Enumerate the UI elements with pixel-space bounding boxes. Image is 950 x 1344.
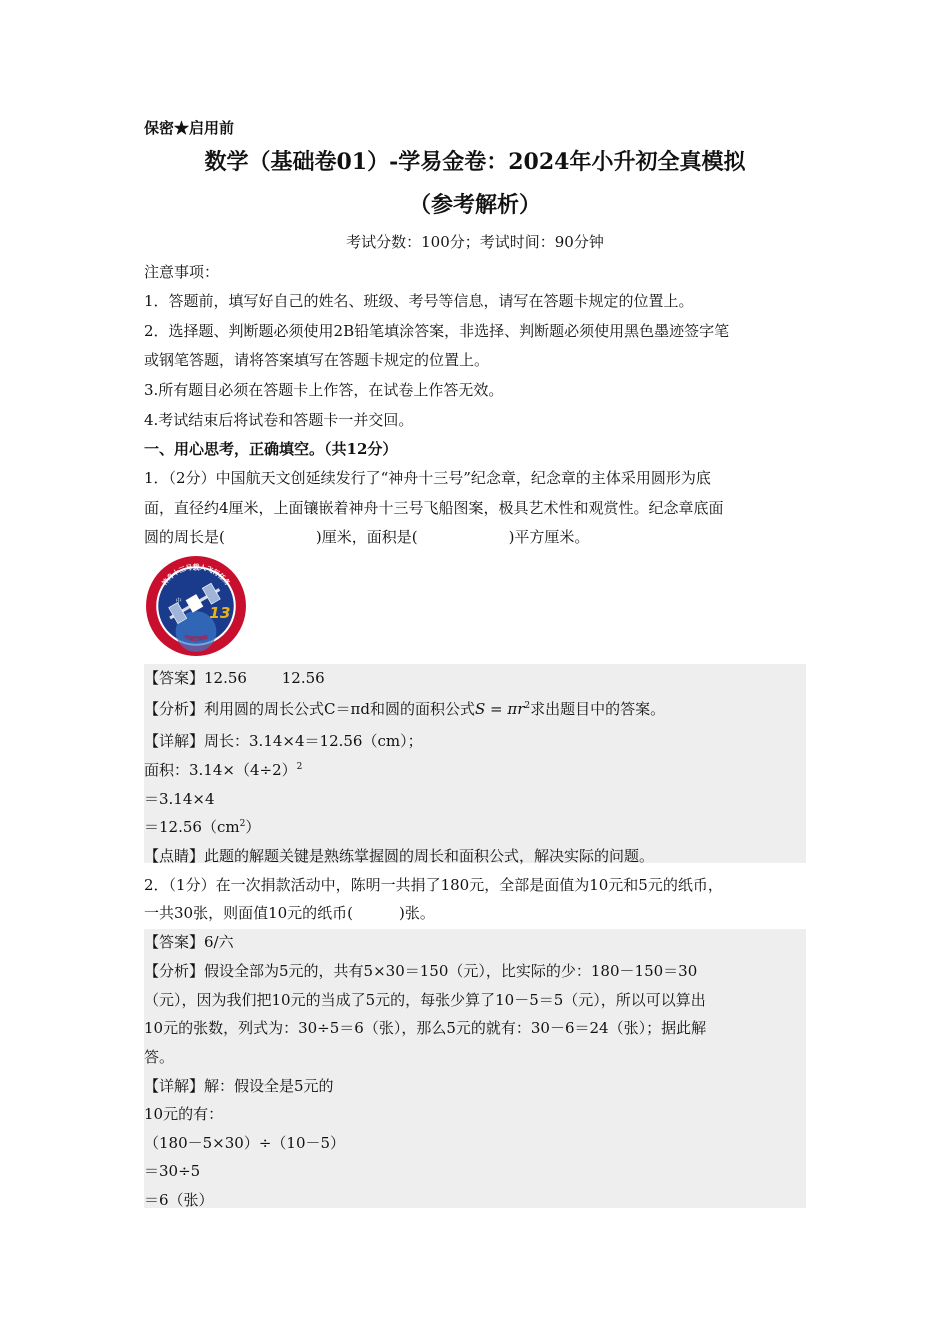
q2-text-line2 (144, 903, 435, 923)
q1-answer-value: 12.56 12.56 (204, 669, 325, 687)
q2-detail-2: 10元的有： (144, 1105, 224, 1123)
q2-detail-1 (144, 1076, 334, 1096)
q2-answer-value: 6/六 (204, 933, 234, 951)
notice-item-4: 4.考试结束后将试卷和答题卡一并交回。 (144, 411, 414, 429)
q1-tip (144, 846, 654, 866)
q1-text-a: 圆的周长是( (144, 528, 225, 546)
q2-text-line1: 2．（1分）在一次捐款活动中，陈明一共捐了180元，全部是面值为10元和5元的纸币， (144, 876, 723, 894)
analysis-label: 【分析】 (144, 700, 205, 718)
detail-label: 【详解】 (144, 732, 205, 750)
q1-analysis-text-b: 和圆的面积公式 (369, 700, 475, 718)
q2-analysis-3: 10元的张数，列式为：30÷5＝6（张），那么5元的就有：30－6＝24（张）；据此解 (144, 1019, 707, 1037)
q2-analysis-text-1: 假设全部为5元的，共有5×30＝150（元），比实际的少：180－150＝30 (204, 962, 698, 980)
q1-answer (144, 668, 325, 688)
answer-label: 【答案】 (144, 669, 205, 687)
q1-detail-1 (144, 731, 423, 751)
badge-number: 13 (209, 604, 231, 623)
page-title: 数学（基础卷01）-学易金卷：2024年小升初全真模拟 (204, 149, 746, 175)
badge-bottom-text: 中国空间站 (182, 634, 210, 643)
notice-item-2: 2．选择题、判断题必须使用2B铅笔填涂答案，非选择、判断题必须使用黑色墨迹签字笔 (144, 322, 730, 340)
notice-item-2-cont: 或钢笔答题，请将答案填写在答题卡规定的位置上。 (144, 351, 490, 369)
q1-detail-3: ＝3.14×4 (144, 790, 215, 808)
notice-item-1: 1．答题前，填写好自己的姓名、班级、考号等信息，请写在答题卡规定的位置上。 (144, 292, 694, 310)
confidential-label: 保密★启用前 (144, 119, 235, 137)
q2-text-a: 一共30张，则面值10元的纸币( (144, 904, 354, 922)
tip-label: 【点睛】 (144, 847, 205, 865)
q1-detail-exp-2: 2 (296, 762, 303, 772)
q1-formula-exp: 2 (524, 701, 531, 711)
q2-detail-5: ＝6（张） (144, 1191, 214, 1209)
shenzhou-13-badge (145, 555, 247, 657)
q1-text-line2: 面，直径约4厘米，上面镶嵌着神舟十三号飞船图案，极具艺术性和观赏性。纪念章底面 (144, 499, 724, 517)
answer-label: 【答案】 (144, 933, 205, 951)
badge-top-text: 神舟十三号载人飞行任务 (160, 563, 232, 588)
exam-info: 考试分数：100分；考试时间：90分钟 (346, 233, 604, 251)
q1-analysis-text-c: 求出题目中的答案。 (530, 700, 666, 718)
q2-detail-text-1: 解：假设全是5元的 (204, 1077, 334, 1095)
q1-detail-2 (144, 760, 302, 780)
q1-formula-area: = πr (485, 700, 525, 718)
q2-answer (144, 932, 234, 952)
section-heading: 一、用心思考，正确填空。（共12分） (144, 440, 398, 458)
q2-analysis-1 (144, 961, 697, 981)
q1-detail-text-4b: ） (245, 818, 261, 836)
q1-text-b: )厘米，面积是( (315, 528, 418, 546)
analysis-label: 【分析】 (144, 962, 205, 980)
page-subtitle: （参考解析） (408, 192, 541, 218)
q1-text-line1: 1．（2分）中国航天文创延续发行了“神舟十三号”纪念章，纪念章的主体采用圆形为底 (144, 469, 711, 487)
q2-detail-3: （180－5×30）÷（10－5） (144, 1134, 346, 1152)
q1-detail-text-4: ＝12.56（cm (144, 818, 240, 836)
badge-cn-label: 中 (175, 597, 182, 605)
q1-detail-exp-4: 2 (239, 819, 246, 829)
q1-analysis (144, 699, 665, 719)
q1-formula-circumference: C＝πd (324, 700, 370, 718)
q2-detail-4: ＝30÷5 (144, 1162, 201, 1180)
q1-tip-text: 此题的解题关键是熟练掌握圆的周长和面积公式，解决实际的问题。 (204, 847, 655, 865)
q1-detail-text-2: 面积：3.14×（4÷2） (144, 761, 297, 779)
q1-analysis-text-a: 利用圆的周长公式 (204, 700, 325, 718)
q2-analysis-4: 答。 (144, 1048, 175, 1066)
q2-text-b: )张。 (399, 904, 435, 922)
q2-analysis-2: （元），因为我们把10元的当成了5元的，每张少算了10－5＝5（元），所以可以算出 (144, 991, 706, 1009)
q1-detail-4 (144, 817, 260, 837)
notice-item-3: 3.所有题目必须在答题卡上作答，在试卷上作答无效。 (144, 381, 504, 399)
q1-detail-text-1: 周长：3.14×4＝12.56（cm）； (204, 732, 423, 750)
detail-label: 【详解】 (144, 1077, 205, 1095)
q1-formula-area-s: S (475, 700, 486, 718)
notice-heading: 注意事项： (144, 263, 220, 281)
q1-text-line3 (144, 527, 589, 547)
q1-text-c: )平方厘米。 (508, 528, 590, 546)
